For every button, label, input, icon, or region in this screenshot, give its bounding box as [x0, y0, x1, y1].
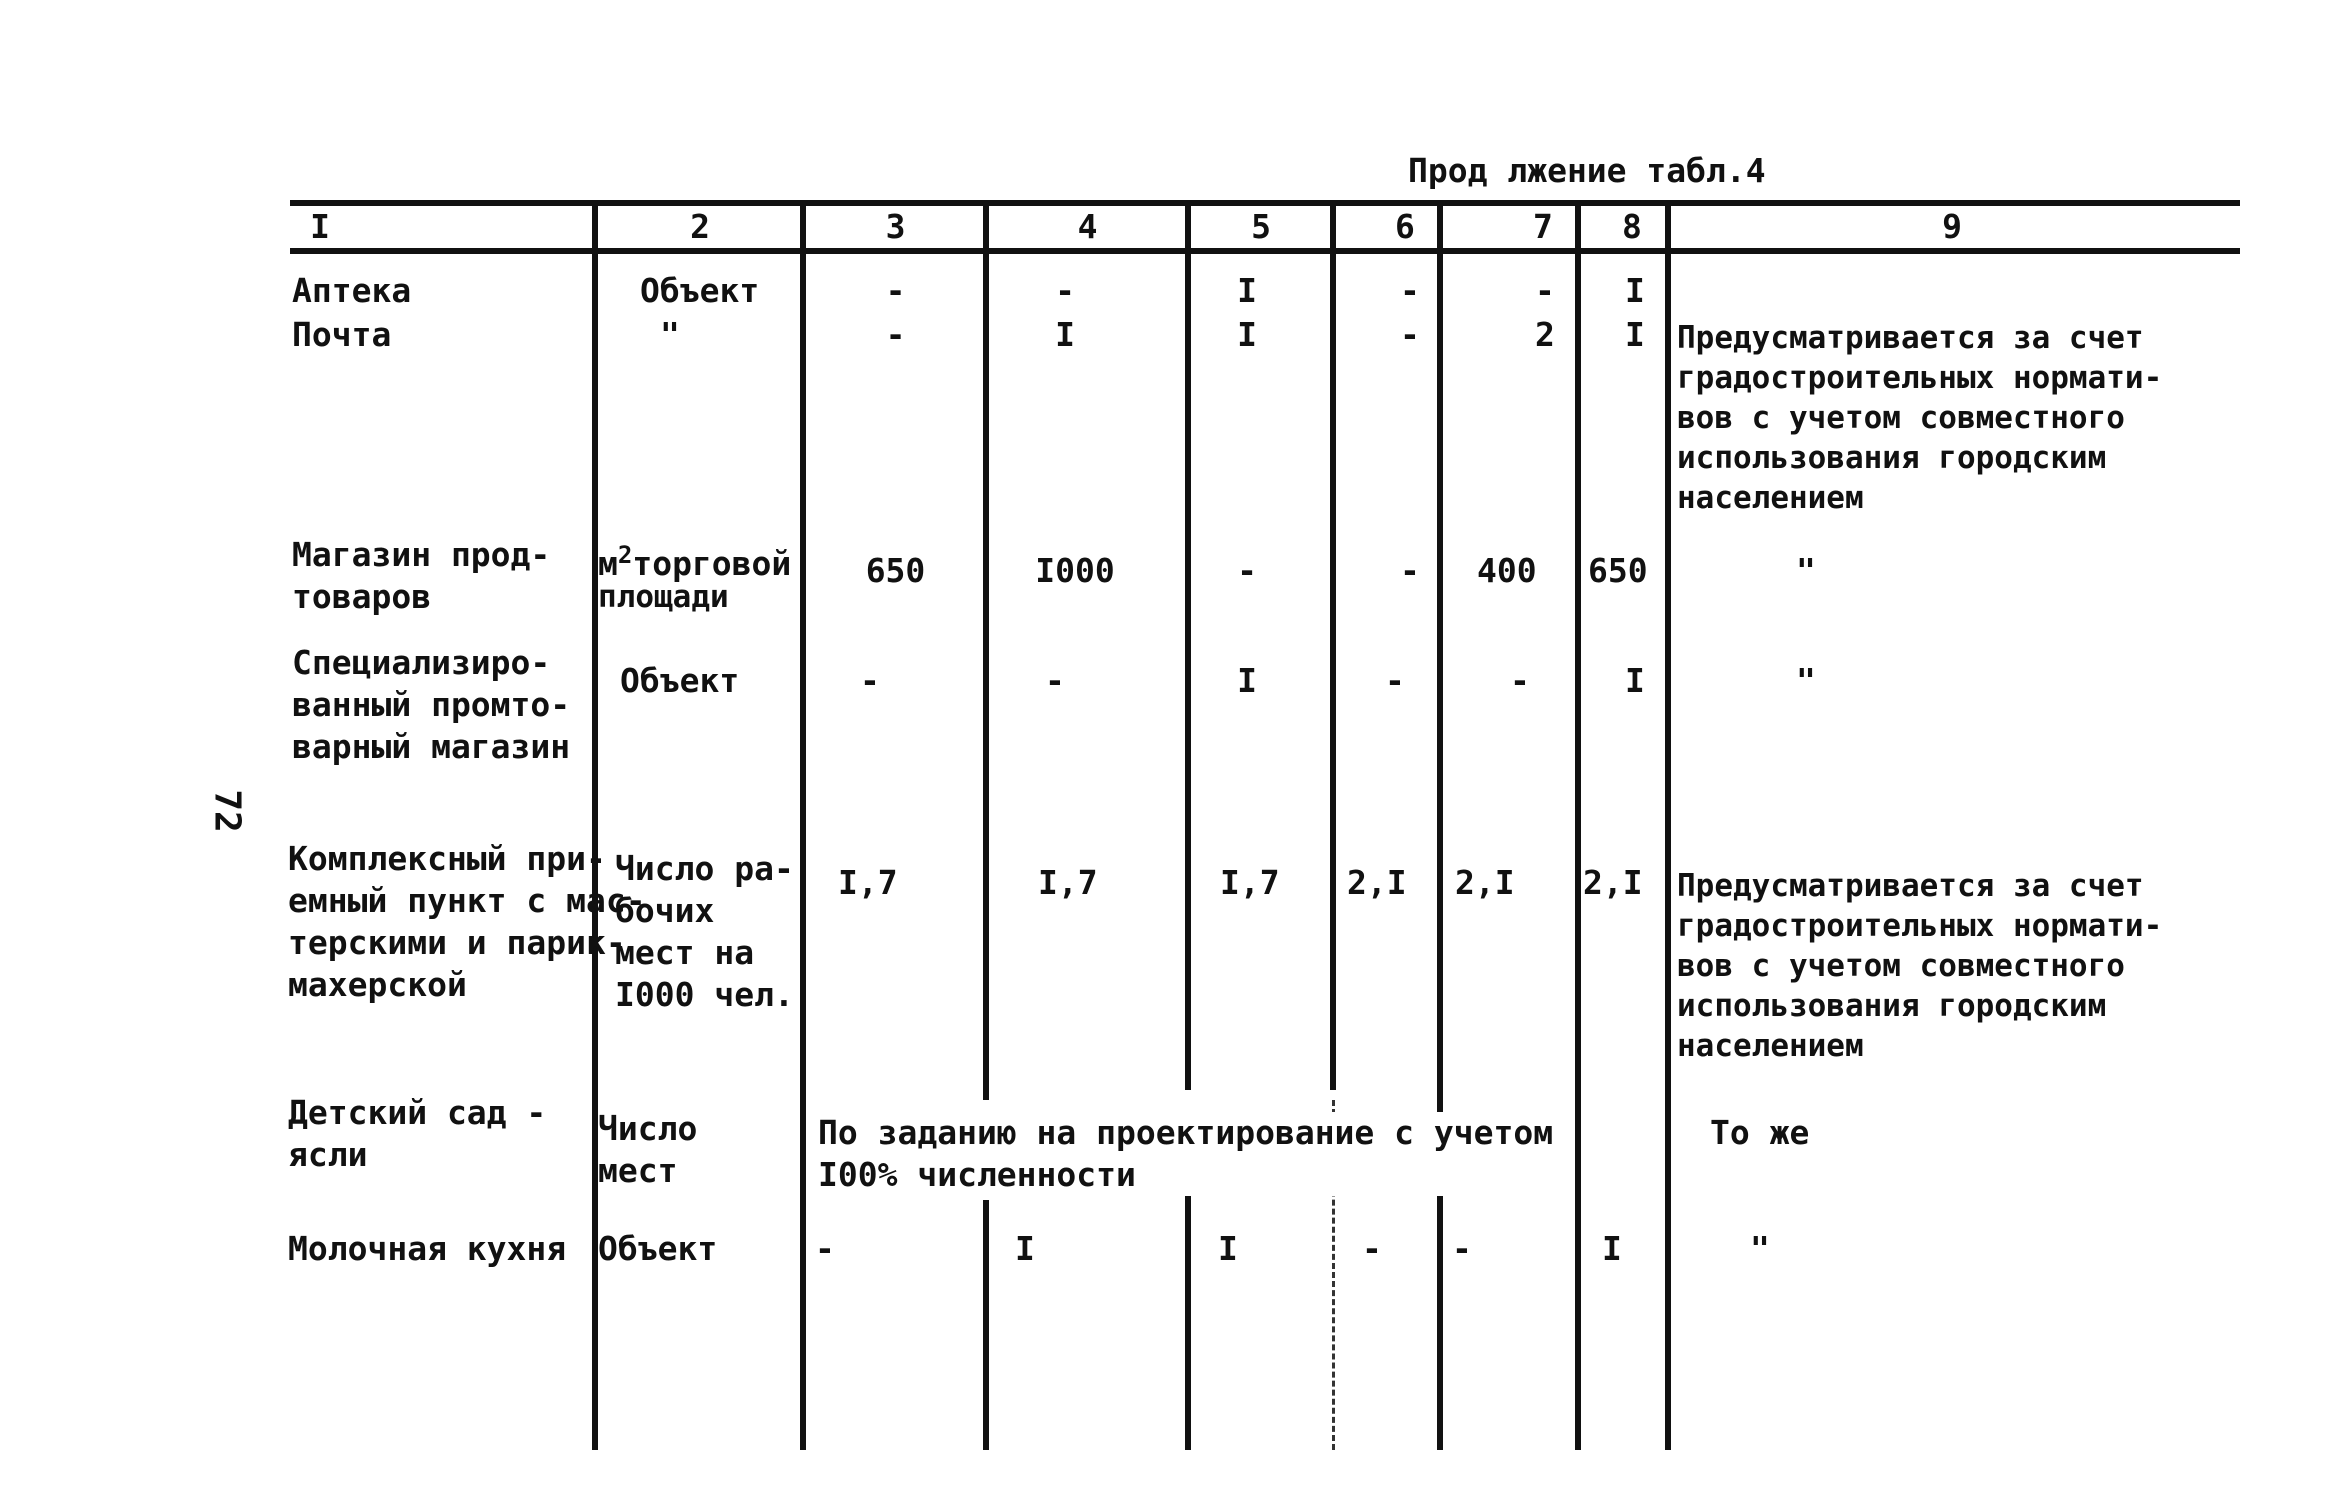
row-magazin-name: Магазин прод- товаров: [292, 535, 551, 616]
row-pochta-c3: -: [885, 315, 906, 354]
row-kompleks-name: Комплексный при- емный пункт с мас- терскими и парик- махерской: [288, 839, 646, 1004]
row-specmag-c6: -: [1385, 661, 1405, 700]
row-specmag-name: Специализиро- ванный промто- варный магазин: [292, 643, 571, 766]
row-pochta-c5: I: [1237, 315, 1257, 354]
row-magazin-c8: 650: [1588, 551, 1648, 590]
row-apteka-c4: -: [1055, 271, 1075, 310]
row-magazin-unit-line2: площади: [598, 579, 729, 615]
row-molochnaya-name: Молочная кухня: [288, 1229, 567, 1268]
row-molochnaya-note: ": [1750, 1229, 1770, 1268]
row-kompleks-c7: 2,I: [1455, 863, 1515, 902]
row-magazin-c6: -: [1400, 551, 1420, 590]
unit-m: м: [598, 544, 618, 583]
row-kompleks-c8: 2,I: [1583, 863, 1643, 902]
row-specmag-c8: I: [1625, 661, 1645, 700]
row-detsad-note: То же: [1710, 1113, 1810, 1152]
row-molochnaya-c7: -: [1452, 1229, 1472, 1268]
column-header-1: I: [310, 207, 330, 246]
column-header-3: 3: [885, 207, 906, 246]
row-kompleks-unit: Число ра- бочих мест на I000 чел.: [615, 849, 794, 1014]
column-divider-4-5: [1185, 200, 1191, 1090]
row-specmag-c3: -: [860, 661, 880, 700]
row-pochta-c7: 2: [1535, 315, 1555, 354]
row-detsad-span-note: По заданию на проектирование с учетом I00% численности: [818, 1112, 1559, 1196]
unit-superscript: 2: [617, 541, 633, 569]
column-header-2: 2: [690, 207, 710, 246]
row-specmag-unit: Объект: [620, 661, 740, 700]
column-header-9: 9: [1942, 207, 1962, 246]
column-divider-7-8: [1575, 200, 1581, 1450]
column-header-5: 5: [1251, 207, 1271, 246]
row-pochta-name: Почта: [292, 315, 392, 354]
row-molochnaya-c3: -: [815, 1229, 835, 1268]
column-divider-3-4: [983, 200, 989, 1100]
row-apteka-c3: -: [885, 271, 906, 310]
row-kompleks-c3: I,7: [838, 863, 898, 902]
row-kompleks-c4: I,7: [1038, 863, 1098, 902]
row-pochta-c4: I: [1055, 315, 1075, 354]
row-apteka-name: Аптека: [292, 271, 412, 310]
column-divider-8-9: [1665, 200, 1671, 1450]
row-pochta-c8: I: [1625, 315, 1645, 354]
row-pochta-c6: -: [1400, 315, 1420, 354]
column-header-7: 7: [1533, 207, 1553, 246]
row-molochnaya-c6: -: [1362, 1229, 1382, 1268]
column-divider-2-3: [800, 200, 806, 1450]
row-molochnaya-c5: I: [1218, 1229, 1238, 1268]
row-magazin-c7: 400: [1477, 551, 1537, 590]
row-magazin-c4: I000: [1035, 551, 1115, 590]
row-detsad-name: Детский сад - ясли: [288, 1093, 547, 1174]
column-header-4: 4: [1077, 207, 1098, 246]
unit-rest: торговой: [632, 544, 792, 583]
row-specmag-note: ": [1796, 661, 1816, 700]
column-divider-6-7: [1437, 200, 1443, 1450]
header-bottom-rule: [290, 248, 2240, 254]
row-specmag-c5: I: [1237, 661, 1257, 700]
row-magazin-c5: -: [1237, 551, 1257, 590]
column-divider-4-5-lower: [1185, 1190, 1191, 1450]
row-kompleks-note: Предусматривается за счет градостроительных нормати- вов с учетом совместного использования городским населением: [1677, 868, 2163, 1064]
row-specmag-c7: -: [1510, 661, 1530, 700]
row-kompleks-c6: 2,I: [1347, 863, 1407, 902]
row-apteka-unit: Объект: [640, 271, 760, 310]
row-pochta-note: Предусматривается за счет градостроительных нормати- вов с учетом совместного использования городским населением: [1677, 320, 2163, 516]
row-kompleks-c5: I,7: [1220, 863, 1280, 902]
row-apteka-c8: I: [1625, 271, 1645, 310]
row-molochnaya-unit: Объект: [598, 1229, 718, 1268]
row-detsad-unit: Число мест: [598, 1109, 698, 1190]
row-apteka-c7: -: [1535, 271, 1555, 310]
table-continuation-caption: Прод лжение табл.4: [1408, 151, 1766, 190]
row-apteka-c5: I: [1237, 271, 1257, 310]
column-header-6: 6: [1395, 207, 1415, 246]
column-divider-3-4-lower: [983, 1200, 989, 1450]
row-magazin-c3: 650: [865, 551, 926, 590]
row-specmag-c4: -: [1045, 661, 1065, 700]
row-pochta-unit: ": [660, 315, 680, 354]
row-apteka-c6: -: [1400, 271, 1420, 310]
row-molochnaya-c4: I: [1015, 1229, 1035, 1268]
column-header-8: 8: [1622, 207, 1642, 246]
row-molochnaya-c8: I: [1602, 1229, 1622, 1268]
page-number: 72: [206, 789, 248, 833]
row-magazin-note: ": [1796, 551, 1816, 590]
column-divider-5-6: [1330, 200, 1336, 1090]
